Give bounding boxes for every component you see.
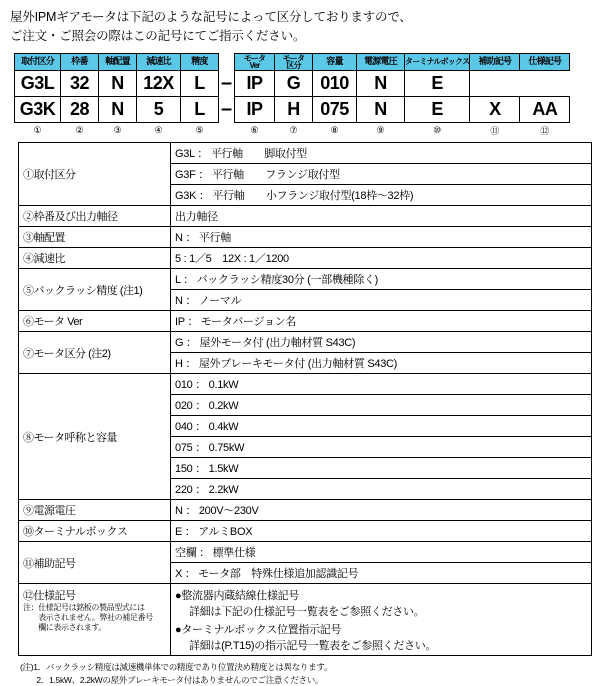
spec-value: 空欄 ： 標準仕様 [171,542,592,563]
code-cell: 12X [137,70,181,96]
spec-label: ⑤バックラッシ精度 (注1) [19,269,171,311]
spec-value: N ： 平行軸 [171,227,592,248]
spec-value: 220 ： 2.2kW [171,479,592,500]
spec-value: L ： バックラッシ精度30分 (一部機種除く) [171,269,592,290]
spec-label: ⑥モータ Ver [19,311,171,332]
code-index: ⑧ [330,125,339,135]
spec-label: ⑧モータ呼称と容量 [19,374,171,500]
header-terminal-box: ターミナルボックス [405,53,470,70]
code-cell-empty [470,70,520,96]
code-row-1 [15,70,570,96]
code-index: ④ [154,125,163,135]
code-cell: 075 [313,96,357,122]
code-cell: AA [520,96,570,122]
code-cell: IP [235,70,275,96]
code-index: ⑥ [250,125,259,135]
spec-label: ④減速比 [19,248,171,269]
code-cell: G3K [15,96,61,122]
code-cell: 5 [137,96,181,122]
code-cell: 28 [61,96,99,122]
code-cell: IP [235,96,275,122]
table-row [19,500,592,521]
code-cell: E [405,96,470,122]
code-cell: 010 [313,70,357,96]
spec-value: 5 : 1／5 12X : 1／1200 [171,248,592,269]
table-row [19,269,592,290]
bullet-main-2: ●ターミナルボックス位置指示記号 [175,624,342,637]
spec-label: ③軸配置 [19,227,171,248]
table-row [19,143,592,164]
code-index: ① [33,125,42,135]
spec-label: ⑩ターミナルボックス [19,521,171,542]
intro-line-2: ご注文・ご照会の際はこの記号にてご指示ください。 [10,29,306,44]
code-cell: G [275,70,313,96]
spec-value: 010 ： 0.1kW [171,374,592,395]
code-number-row [15,122,570,138]
code-cell: E [405,70,470,96]
table-row [19,227,592,248]
code-index: ② [75,125,84,135]
spec-label: ②枠番及び出力軸径 [19,206,171,227]
spec-value: 040 ： 0.4kW [171,416,592,437]
spec-value: 出力軸径 [171,206,592,227]
spec-label-cell [19,584,171,656]
header-spec-code: 仕様記号 [520,53,570,70]
header-accuracy: 精度 [181,53,219,70]
spec-label: ⑫仕様記号 [23,590,76,603]
code-cell: X [470,96,520,122]
spec-value: 150 ： 1.5kW [171,458,592,479]
spec-value: X ： モータ部 特殊仕様追加認識記号 [171,563,592,584]
code-index: ⑪ [490,126,500,136]
header-shaft: 軸配置 [99,53,137,70]
table-row [19,542,592,563]
spec-value: N ： 200V～230V [171,500,592,521]
bullet-sub-2: 詳細は(P.T15)の指示記号一覧表をご参照ください。 [189,640,437,653]
footnotes [20,661,592,686]
model-code-table [14,53,570,139]
code-cell: N [357,96,405,122]
code-cell: N [357,70,405,96]
spec-value: N ： ノーマル [171,290,592,311]
code-cell-empty [520,70,570,96]
code-cell: N [99,96,137,122]
code-row-2 [15,96,570,122]
header-aux-code: 補助記号 [470,53,520,70]
table-row [19,374,592,395]
spec-value: G3F ： 平行軸 フランジ取付型 [171,164,592,185]
code-cell: L [181,70,219,96]
spec-value: 020 ： 0.2kW [171,395,592,416]
specification-table [18,142,592,656]
header-ratio: 減速比 [137,53,181,70]
code-cell: H [275,96,313,122]
code-index: ⑫ [540,126,550,136]
header-motor-type: モータ 区分 [275,53,313,70]
bullet-main-1: ●整流器内蔵結線仕様記号 [175,590,300,603]
code-cell: 32 [61,70,99,96]
spec-label: ⑨電源電圧 [19,500,171,521]
code-index: ⑨ [376,125,385,135]
code-cell: G3L [15,70,61,96]
code-index: ⑩ [433,125,442,135]
code-index: ⑤ [195,125,204,135]
table-row [19,311,592,332]
spec-value-cell [171,584,592,656]
code-cell: N [99,70,137,96]
header-motor-ver: モータ Ver [235,53,275,70]
header-mounting: 取付区分 [15,53,61,70]
spec-value: IP ： モータバージョン名 [171,311,592,332]
code-cell: L [181,96,219,122]
intro-text [10,8,592,47]
code-dash-spacer-header [219,53,235,70]
code-header-row [15,53,570,70]
spec-value: G ： 屋外モータ付 (出力軸材質 S43C) [171,332,592,353]
footnote-1: (注)1．バックラッシ精度は減速機単体での精度であり位置決め精度とは異なります。 [20,662,333,673]
table-row [19,248,592,269]
code-index: ③ [113,125,122,135]
spec-value: H ： 屋外ブレーキモータ付 (出力軸材質 S43C) [171,353,592,374]
spec-label: ⑪補助記号 [19,542,171,584]
footnote-2: 2．1.5kW、2.2kWの屋外ブレーキモータ付はありませんのでご注意ください。 [20,674,324,685]
intro-line-1: 屋外IPMギアモータは下記のような記号によって区分しておりますので、 [10,10,412,24]
header-capacity: 容量 [313,53,357,70]
spec-label: ①取付区分 [19,143,171,206]
spec-label-note: 注：仕様記号は銘板の製品型式には 表示されません。弊社の補足番号 欄に表示されます。 [23,603,153,633]
model-code-block [14,53,592,139]
spec-value: E ： アルミBOX [171,521,592,542]
spec-value: G3L ： 平行軸 脚取付型 [171,143,592,164]
spec-value: G3K ： 平行軸 小フランジ取付型(18枠～32枠) [171,185,592,206]
table-row [19,332,592,353]
code-dash-1: – [220,71,233,94]
header-frame: 枠番 [61,53,99,70]
header-voltage: 電源電圧 [357,53,405,70]
spec-label: ⑦モータ区分 (注2) [19,332,171,374]
code-index-spacer [219,122,235,138]
table-row [19,206,592,227]
bullet-sub-1: 詳細は下記の仕様記号一覧表をご参照ください。 [189,606,425,619]
table-row [19,521,592,542]
spec-value: 075 ： 0.75kW [171,437,592,458]
code-index: ⑦ [289,125,298,135]
code-dash-2: – [220,97,233,120]
table-row-spec-code [19,584,592,656]
